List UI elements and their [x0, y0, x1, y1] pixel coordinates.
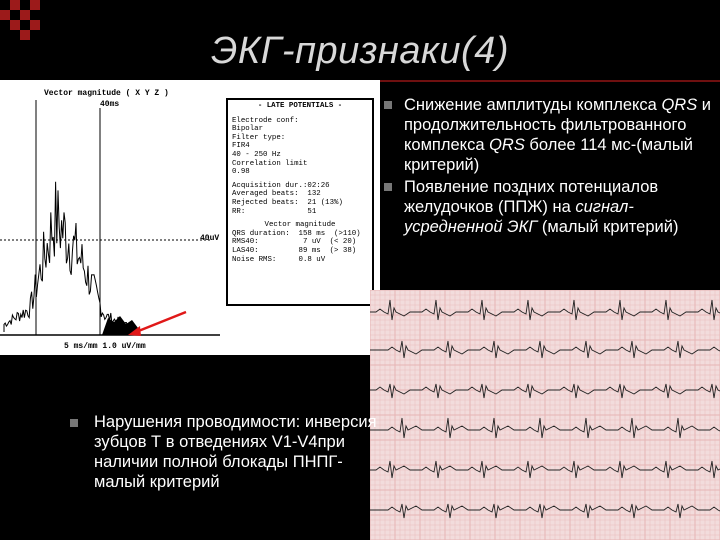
square-bullet-icon [384, 183, 392, 191]
criterion-item-2 [382, 177, 718, 237]
noise-rms: Noise RMS: 0.8 uV [232, 255, 326, 264]
ecg-strip-image [370, 290, 720, 540]
vector-magnitude-header: Vector magnitude [264, 221, 336, 230]
filter-range: 40 - 250 Hz [232, 150, 281, 159]
rr-value: RR: 51 [232, 207, 317, 216]
filter-type-label: Filter type: [232, 133, 286, 142]
electrode-conf-label: Electrode conf: [232, 116, 299, 125]
late-potentials-header: - LATE POTENTIALS - [257, 102, 343, 110]
criterion-text-1: Снижение амплитуды комплекса QRS и продолжительность фильтрованного комплекса QRS более 114 мс-(малый критерий) [404, 96, 712, 174]
correlation-value: 0.98 [232, 168, 250, 177]
rejected-beats: Rejected beats: 21 (13%) [232, 198, 343, 207]
averaged-beats: Averaged beats: 132 [232, 190, 321, 199]
vector-magnitude-level-label: 40uV [200, 234, 220, 243]
vector-magnitude-top-label: 40ms [100, 100, 120, 109]
las40-value: LAS40: 89 ms (> 38) [232, 246, 357, 255]
criteria-list [382, 95, 718, 239]
criterion-item-1 [382, 95, 718, 175]
square-bullet-icon [70, 419, 78, 427]
vector-magnitude-title: Vector magnitude ( X Y Z ) [44, 89, 169, 98]
qrs-duration: QRS duration: 158 ms (>110) [232, 229, 361, 238]
criterion-item-3 [68, 412, 384, 492]
criterion-text-3: Нарушения проводимости: инверсия зубцов Т в отведениях V1-V4при наличии полной блокады ПНПГ-малый критерий [94, 413, 377, 491]
square-bullet-icon [384, 101, 392, 109]
late-potentials-report [226, 98, 374, 306]
vector-magnitude-scale-label: 5 ms/mm 1.0 uV/mm [64, 342, 146, 351]
correlation-label: Correlation limit [232, 159, 308, 168]
electrode-conf-value: Bipolar [232, 125, 264, 134]
slide-title: ЭКГ-признаки(4) [211, 30, 509, 72]
late-potentials-printout [0, 80, 380, 355]
rms40-value: RMS40: 7 uV (< 20) [232, 238, 357, 247]
criterion-text-2: Появление поздних потенциалов желудочков (ППЖ) на сигнал-усредненной ЭКГ (малый критерий) [404, 178, 679, 236]
acquisition-duration: Acquisition dur.:02:26 [232, 181, 330, 190]
filter-type-value: FIR4 [232, 142, 250, 151]
